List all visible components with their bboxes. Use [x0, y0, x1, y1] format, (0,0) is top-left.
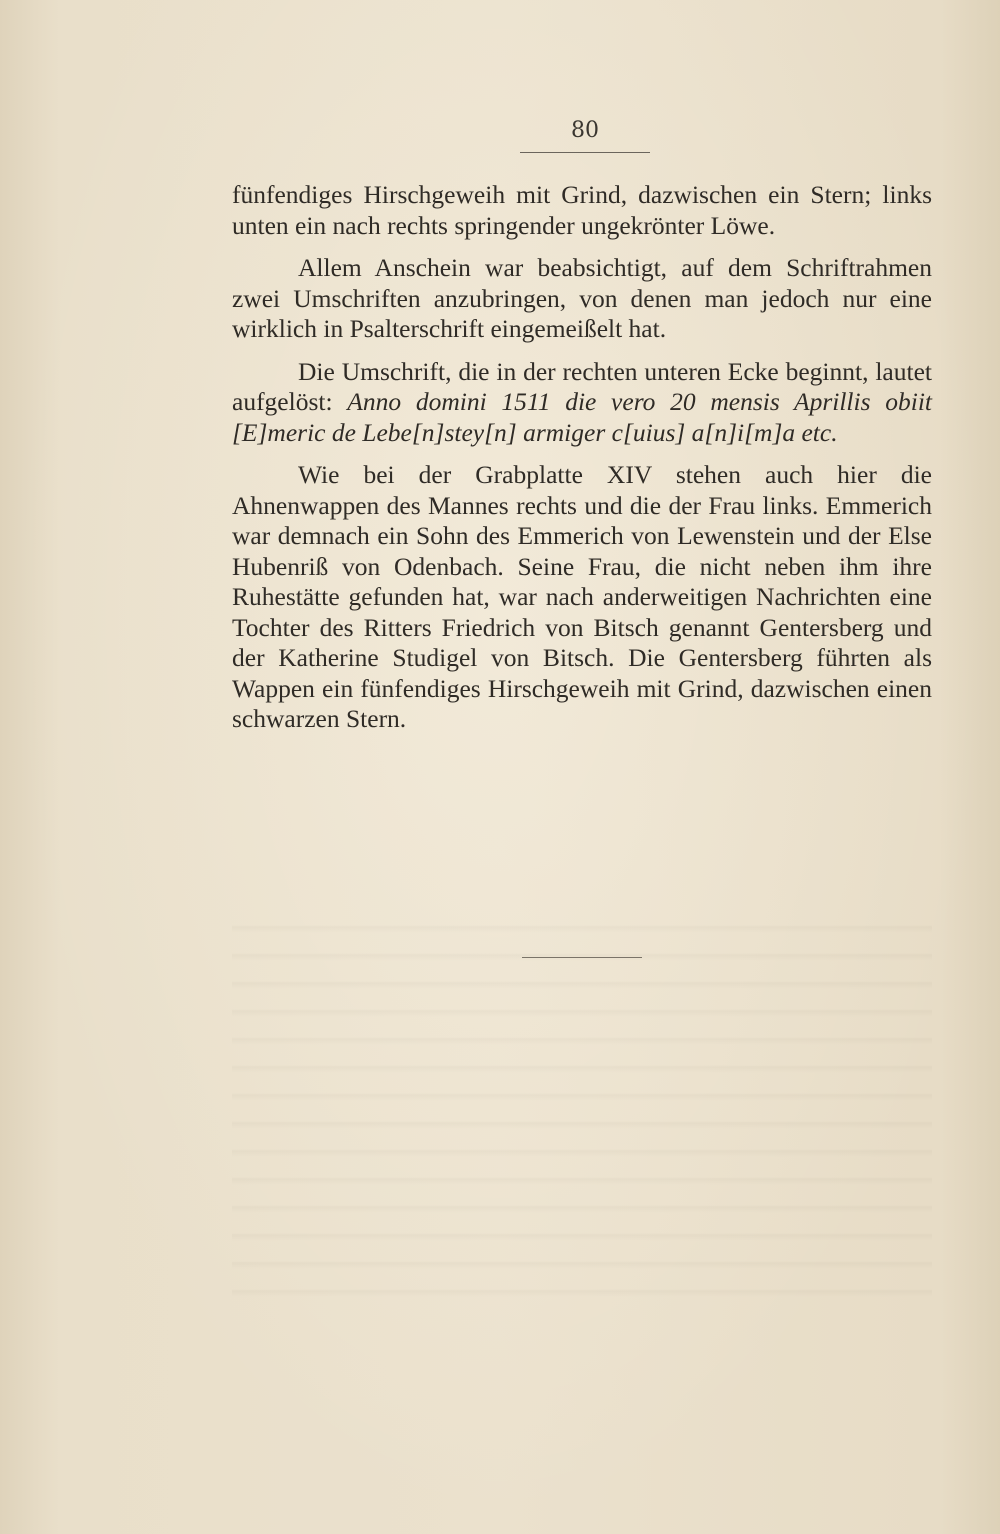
page-number: 80	[571, 118, 599, 143]
paragraph-1-text: fünfendiges Hirschgeweih mit Grind, dazwischen ein Stern; links unten ein nach rechts springender ungekrönter Löwe.	[232, 180, 932, 240]
header-rule	[520, 152, 650, 153]
paragraph-2-text: Allem Anschein war beabsichtigt, auf dem Schriftrahmen zwei Umschriften anzubringen, von denen man jedoch nur eine wirklich in Psalterschrift eingemeißelt hat.	[232, 253, 932, 343]
paragraph-4-text: Wie bei der Grabplatte XIV stehen auch hier die Ahnenwappen des Mannes rechts und die der Frau links. Emmerich war demnach ein Sohn des Emmerich von Lewenstein und der Else Hubenriß von Odenbach. Seine Frau, die nicht neben ihm ihre Ruhestätte gefunden hat, war nach anderweitigen Nachrichten eine Tochter des Ritters Friedrich von Bitsch genannt Gentersberg und der Katherine Studigel von Bitsch. Die Gentersberg führten als Wappen ein fünfendiges Hirschgeweih mit Grind, dazwischen einen schwarzen Stern.	[232, 460, 932, 733]
body-text	[232, 180, 932, 747]
section-end-rule	[522, 957, 642, 958]
paragraph-3-text: Die Umschrift, die in der rechten unteren Ecke beginnt, lautet aufgelöst:	[232, 356, 932, 416]
paragraph-4	[232, 460, 932, 735]
paragraph-2	[232, 253, 932, 345]
show-through-text	[232, 905, 932, 1305]
paragraph-1	[232, 180, 932, 241]
paragraph-3	[232, 357, 932, 449]
latin-inscription: Anno domini 1511 die vero 20 mensis Aprillis obiit [E]meric de Lebe[n]stey[n] armiger c[uius] a[n]i[m]a etc.	[232, 387, 932, 447]
